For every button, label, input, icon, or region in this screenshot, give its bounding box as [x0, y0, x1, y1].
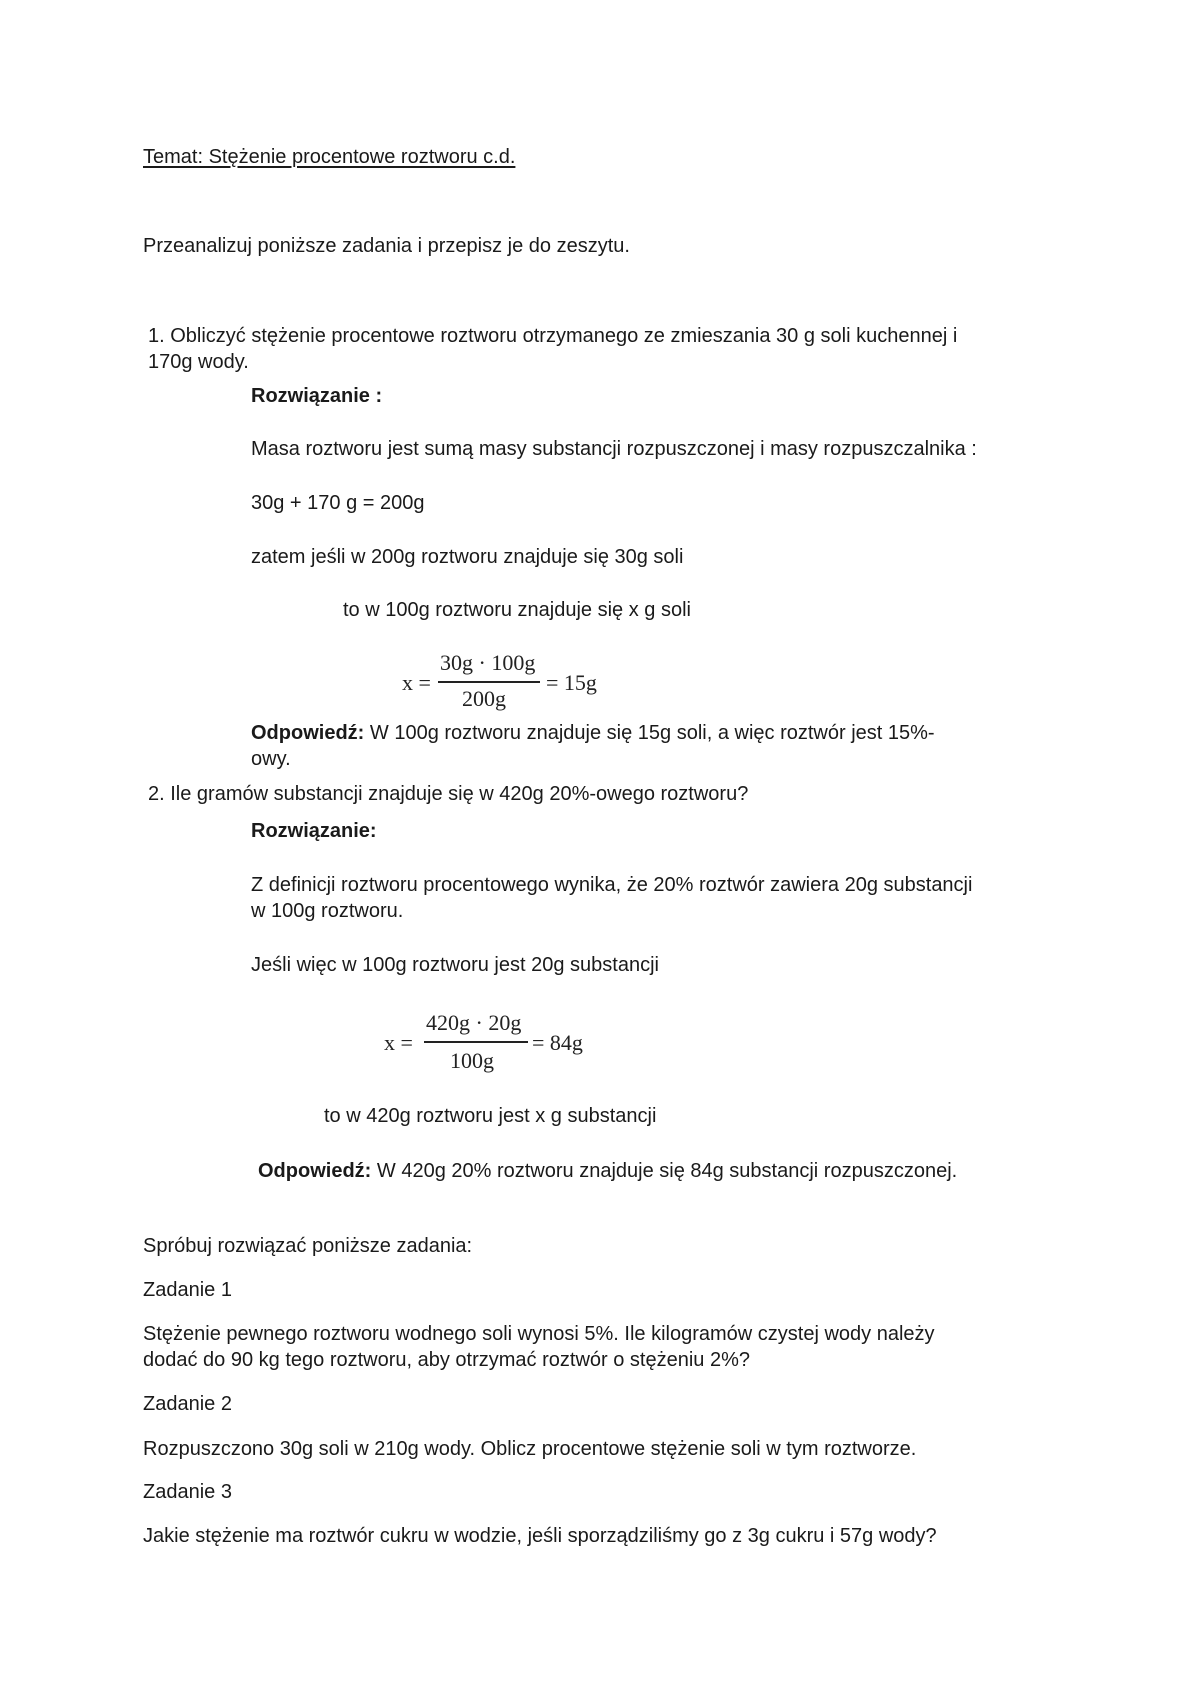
example2-step3: to w 420g roztworu jest x g substancji — [324, 1105, 657, 1127]
exercise-2-text: Rozpuszczono 30g soli w 210g wody. Oblicz procentowe stężenie soli w tym roztworze. — [143, 1438, 917, 1460]
example2-question: 2. Ile gramów substancji znajduje się w 420g 20%-owego roztworu? — [148, 783, 749, 805]
example1-step2: 30g + 170 g = 200g — [251, 492, 425, 514]
fraction-bar — [424, 1041, 528, 1043]
example1-solution-label: Rozwiązanie : — [251, 385, 383, 407]
formula-lhs: x = — [402, 670, 431, 695]
exercise-3-label: Zadanie 3 — [143, 1481, 232, 1503]
example1-answer-line2: owy. — [251, 748, 291, 770]
exercise-1-label: Zadanie 1 — [143, 1279, 232, 1301]
example1-step3: zatem jeśli w 200g roztworu znajduje się 30g soli — [251, 546, 684, 568]
example1-question-line2: 170g wody. — [148, 351, 249, 373]
formula-lhs: x = — [384, 1030, 413, 1055]
exercise-2-label: Zadanie 2 — [143, 1393, 232, 1415]
example2-solution-label: Rozwiązanie: — [251, 820, 377, 842]
example2-step1-line2: w 100g roztworu. — [251, 900, 404, 922]
exercise-1-text-line2: dodać do 90 kg tego roztworu, aby otrzymać roztwór o stężeniu 2%? — [143, 1349, 750, 1371]
exercise-1-text-line1: Stężenie pewnego roztworu wodnego soli wynosi 5%. Ile kilogramów czystej wody należy — [143, 1323, 935, 1345]
example1-step1: Masa roztworu jest sumą masy substancji rozpuszczonej i masy rozpuszczalnika : — [251, 438, 977, 460]
page-title: Temat: Stężenie procentowe roztworu c.d. — [143, 146, 516, 168]
formula-numerator: 30g · 100g — [440, 650, 536, 675]
intro-text: Przeanalizuj poniższe zadania i przepisz je do zeszytu. — [143, 235, 630, 257]
fraction-bar — [438, 681, 540, 683]
formula-numerator: 420g · 20g — [426, 1010, 522, 1035]
example1-formula — [400, 648, 620, 720]
formula-rhs: = 84g — [532, 1030, 583, 1055]
example1-step4: to w 100g roztworu znajduje się x g soli — [343, 599, 691, 621]
example1-answer: Odpowiedź: W 100g roztworu znajduje się 15g soli, a więc roztwór jest 15%- — [251, 722, 935, 744]
formula-denominator: 100g — [450, 1048, 494, 1073]
formula-rhs: = 15g — [546, 670, 597, 695]
exercises-intro: Spróbuj rozwiązać poniższe zadania: — [143, 1235, 473, 1257]
example2-step1-line1: Z definicji roztworu procentowego wynika, że 20% roztwór zawiera 20g substancji — [251, 874, 973, 896]
example1-question-line1: 1. Obliczyć stężenie procentowe roztworu otrzymanego ze zmieszania 30 g soli kuchennej i — [148, 325, 958, 347]
example2-step2: Jeśli więc w 100g roztworu jest 20g substancji — [251, 954, 659, 976]
formula-denominator: 200g — [462, 686, 506, 711]
example2-formula — [382, 1008, 602, 1080]
example2-answer: Odpowiedź: W 420g 20% roztworu znajduje się 84g substancji rozpuszczonej. — [258, 1160, 958, 1182]
exercise-3-text: Jakie stężenie ma roztwór cukru w wodzie, jeśli sporządziliśmy go z 3g cukru i 57g wody? — [143, 1525, 937, 1547]
